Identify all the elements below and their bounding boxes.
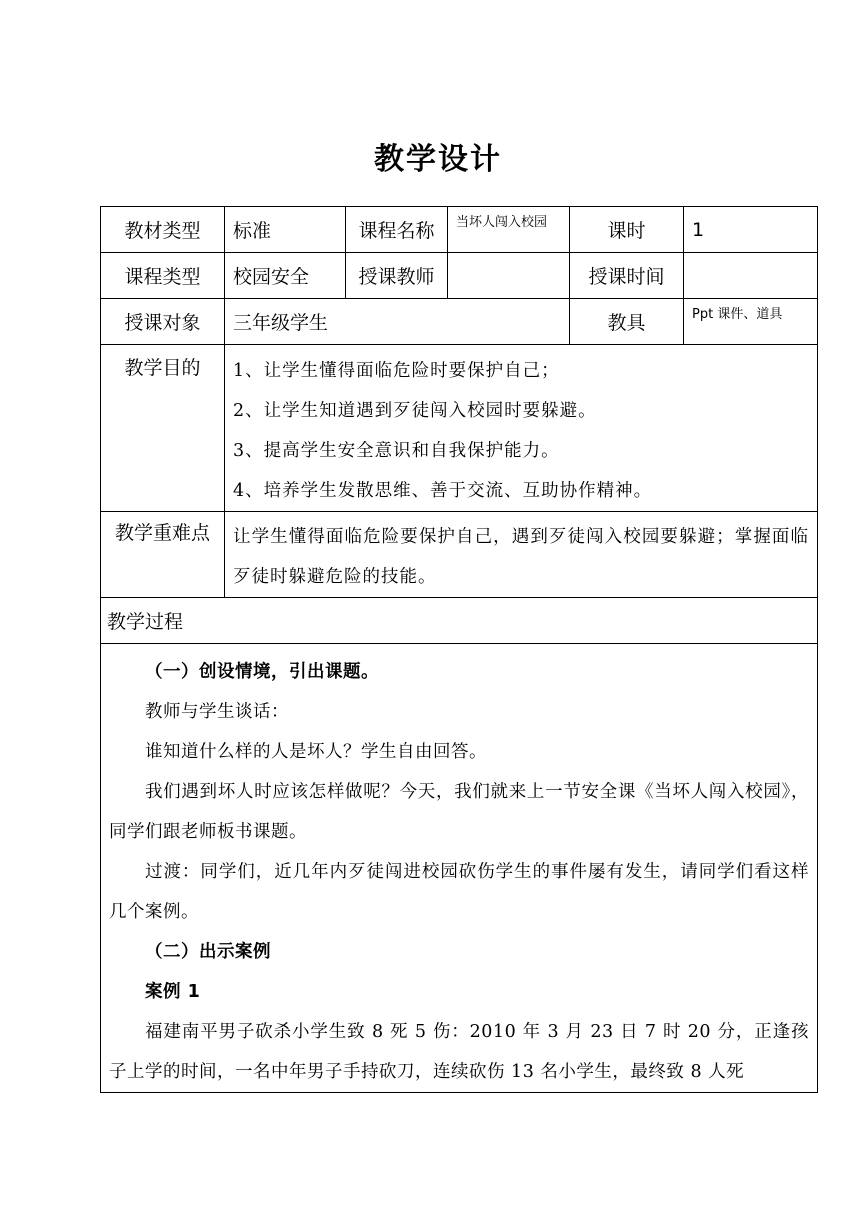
goals-list [225,345,818,512]
label-course-name: 课程名称 [346,207,448,253]
lesson-plan-table [100,206,818,1093]
value-teaching-aids: Ppt 课件、道具 [684,299,818,345]
label-audience: 授课对象 [101,299,225,345]
label-class-time: 授课时间 [570,253,684,299]
process-content-row [101,644,818,1093]
section-heading: （二）出示案例 [145,942,271,962]
value-course-type: 校园安全 [225,253,346,299]
label-goals: 教学目的 [101,345,225,512]
paragraph: 福建南平男子砍杀小学生致 8 死 5 伤：2010 年 3 月 23 日 7 时 20 分，正逢孩子上学的时间，一名中年男子手持砍刀，连续砍伤 13 名小学生，最终致 8 人死 [109,1022,809,1082]
process-header-row [101,598,818,644]
value-class-time [684,253,818,299]
info-row-2 [101,253,818,299]
label-teacher: 授课教师 [346,253,448,299]
value-course-name: 当坏人闯入校园 [448,207,570,253]
process-content [101,644,818,1093]
label-material-type: 教材类型 [101,207,225,253]
paragraph: 谁知道什么样的人是坏人？学生自由回答。 [145,742,487,762]
case-heading: 案例 1 [145,982,201,1002]
label-process: 教学过程 [101,598,818,644]
value-teacher [448,253,570,299]
label-course-type: 课程类型 [101,253,225,299]
section-heading: （一）创设情境，引出课题。 [145,662,379,682]
goal-item: 1、让学生懂得面临危险时要保护自己； [233,361,560,381]
value-material-type: 标准 [225,207,346,253]
paragraph: 我们遇到坏人时应该怎样做呢？今天，我们就来上一节安全课《当坏人闯入校园》，同学们跟老师板书课题。 [109,782,809,842]
goal-item: 2、让学生知道遇到歹徒闯入校园时要躲避。 [233,401,597,421]
label-key-points: 教学重难点 [101,512,225,598]
goal-item: 4、培养学生发散思维、善于交流、互助协作精神。 [233,481,653,501]
label-class-hours: 课时 [570,207,684,253]
goals-row [101,345,818,512]
info-row-3 [101,299,818,345]
label-teaching-aids: 教具 [570,299,684,345]
document-title: 教学设计 [374,142,502,177]
goal-item: 3、提高学生安全意识和自我保护能力。 [233,441,560,461]
key-points-text: 让学生懂得面临危险要保护自己，遇到歹徒闯入校园要躲避；掌握面临歹徒时躲避危险的技能。 [225,512,818,598]
paragraph: 过渡：同学们，近几年内歹徒闯进校园砍伤学生的事件屡有发生，请同学们看这样几个案例。 [109,862,809,922]
value-class-hours: 1 [684,207,818,253]
key-points-row [101,512,818,598]
paragraph: 教师与学生谈话： [145,702,289,722]
info-row-1 [101,207,818,253]
value-audience: 三年级学生 [225,299,570,345]
